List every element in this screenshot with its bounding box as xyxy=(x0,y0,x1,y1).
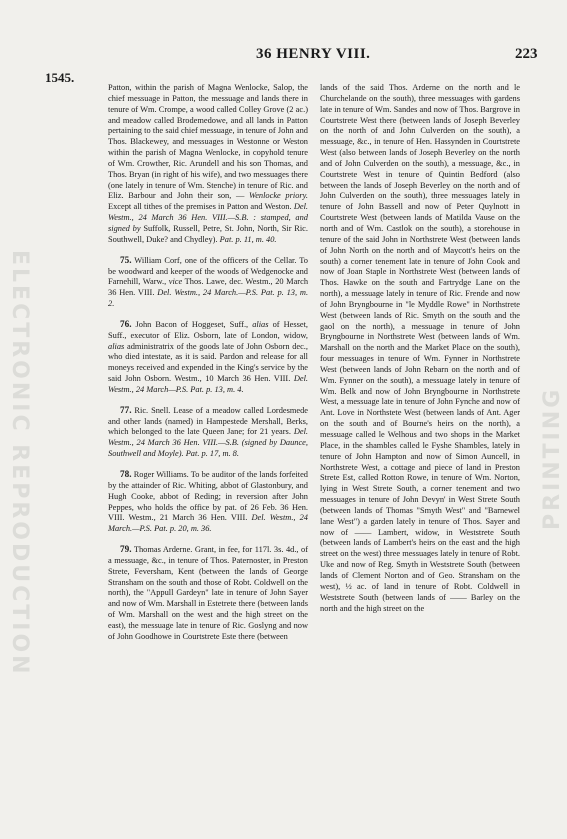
entry-text: Thomas Arderne. Grant, in fee, for 117l. 3s. 4d., of a messuage, &c., in tenure of Thos. Paternoster, in Preston Strete, Feversham, Kent (between the lands of George Stransham on the south and those of Robt. Coldwell on the north), the "Appull Gardeyn" late in tenure of John Sayer and now of Wm. Marshall in Estetrete there (between lands of Wm. Marshall on the west and the high street on the east), the messuage late in tenure of Ric. Goslyng and now of John Goodhowe in Courtstrete Este there (between xyxy=(108,545,308,641)
entry-text: of Hesset, Suff., executor of Eliz. Osborn, late of London, widow, xyxy=(108,319,309,340)
entry-continuation xyxy=(108,83,308,246)
entry-text: Patton, within the parish of Magna Wenlocke, Salop, the chief messuage in Patton, the messuage and lands there in tenure of Wm. Crompe, a wood called Colley Grove (2 ac.) and meadow called Brodemedowe, and all lands in Patton pertaining to the said chief messuage, in tenure of John and Thos. Blackewey, and messuages in Westonne or Weston within the parish of Magna Wenlocke, in copyhold tenure of Wm. Crowther, Ric. Arundell and his son Thomas, and Thos. Bryan (in right of his wife), and two messuages there (one lately in tenure of Wm. Stenche) in tenure of Ric. and Eliz. Barbour and John their son, — xyxy=(108,83,308,201)
left-column xyxy=(108,83,308,643)
entry-reference: Pat. p. 13, m. 2. xyxy=(108,288,309,309)
page-number: 223 xyxy=(515,46,538,62)
entry-number: 75. xyxy=(120,254,132,265)
entry-italic: Wenlocke priory. xyxy=(248,191,308,201)
entry-79-continuation: lands of the said Thos. Arderne on the north and le Churchelande on the south), three messuages with gardens late in tenure of Wm. Sandes and now of Thos. Bargrove in Courtstrete West there (between lands of Joseph Beverley on the north of and John Culverden on the south), a messuage, &c., in tenure of Hen. Hassynden in Courtstrete West (also between lands of Joseph Beverley on the north and of John Culverden on the south), a messuage, &c., in Courtstrete West in tenure of Quintin Bedford (also between the lands of Joseph Beverley on the north and of John Culverden on the south), three messuages lately in tenure of John Bassell and now of Peter Quylnott in Courtstrete West (between lands of Matilda Vause on the north and of Wm. Castlok on the south), a storehouse in tenure of the said John in Northstrete West (between lands of John North on the north and of Maycott's heirs on the south) a corner tenement late in tenure of John Cook and now of Joan Staple in Northstrete West (between lands of Thos. Hawke on the south and Fartrydge Lane on the north), a messuage lately in tenure of Ric. Frende and now of John Bryngbourne in "le Myddle Rowe" in Northstrete West (between lands of Ric. Smyth on the south and the gaol on the north), a messuage in tenure of John Bryngbourne in Northstrete West (between lands of Wm. Marshall on the north and the Market Place on the south), four messuages in tenure of Wm. Fynner in Northstrete West (between lands of John Rebarn on the north and of Wm. Fynner on the south), a messuage lately in tenure of Wm. Belk and now of John Bryngbourne in Northstrete West, a messuage late in tenure of John Fynche and now of Ant. Love in Northstete West (between lands of Ant. Ager on the south and of Bourne's heirs on the north), a messuage called le Welhous and two shops in the Market Place, in the shambles called le Fyshe Shambles, lately in tenure of John Hampton and now of Simon Auncell, in Northstrete West, a cottage and piece of land in Preston Strete Est, called Rotton Rowe, in tenure of Wm. Norton, lying in West Strete South, a corner tenement and two messuages in tenure of John Devyn' in West Strete South (between lands of Thomas "Smyth West" and "Barnewel lane West") a garden lately in tenure of Thos. Sayer and now of —— Lambert, widow, in Weststrete South (between lands of Lambert's heirs on the east and the high street on the west) three messuages lately in tenure of Robt. Uke and now of Reg. Smyth in Weststrete South (between lands of Clement Norton and of Geo. Stransham on the west), ½ ac. of land in tenure of Robt. Coldwell in Weststrete South (between lands of —— Barley on the north and the high street on the xyxy=(320,83,520,613)
entry-delivery: Del. Westm., 24 March.—P.S. xyxy=(157,288,259,298)
entry-number: 78. xyxy=(120,469,132,479)
entry-text: administratrix of the goods late of John Osborn dec., who died intestate, as it is said. Pardon and release for all moneys received and expended in the King's service by the said John Osborn. Westm., 10 March 36 Hen. VIII. xyxy=(108,341,308,384)
running-header xyxy=(0,46,567,66)
entry-delivery: Del. Westm., 24 March—P.S. xyxy=(108,374,308,394)
entry-76 xyxy=(108,319,308,396)
entry-reference: Pat. p. 11, m. 40. xyxy=(219,234,277,244)
entry-italic: alias xyxy=(108,341,125,351)
right-column xyxy=(320,83,520,614)
entry-italic: vice xyxy=(168,277,183,287)
entry-text: William Corf, one of the officers of the Cellar. To be woodward and keeper of the woods of Wedgenocke and Farnehill, Warw., xyxy=(108,255,308,287)
entry-delivery: Del. Westm., 24 March 36 Hen. VIII.—S.B. (signed by Daunce, Southwell and Moyle). xyxy=(108,427,308,459)
entry-text: Suffolk, Russell, Petre, St. John, North, Sir Ric. Southwell, Duke? and Chydley). xyxy=(108,223,308,244)
watermark-left: ELECTRONIC REPRODUCTION xyxy=(7,250,32,677)
entry-number: 79. xyxy=(120,544,132,555)
watermark-right: PRINTING xyxy=(540,386,565,530)
entry-delivery: Del. Westm., 24 March 36 Hen. VIII.—S.B. : xyxy=(108,202,308,223)
entry-text: Roger Williams. To be auditor of the lands forfeited by the attainder of Ric. Whiting, abbot of Glastonbury, and Hugh Cooke, abbot of Reding; in reversion after John Peppes, who holds the office by pat. of 26 Feb. 36 Hen. VIII. Westm., 21 March 36 Hen. VIII. xyxy=(108,470,308,523)
entry-79 xyxy=(108,544,308,643)
running-title: 36 HENRY VIII. xyxy=(256,46,371,62)
margin-year: 1545. xyxy=(45,70,75,85)
entry-77 xyxy=(108,405,308,460)
entry-delivery: Del. Westm., 24 March.—P.S. xyxy=(108,513,308,534)
entry-number: 76. xyxy=(120,318,132,329)
entry-reference: Pat. p. 13, m. 4. xyxy=(190,384,244,394)
entry-78 xyxy=(108,469,308,535)
entry-text: Ric. Snell. Lease of a meadow called Lordesmede and other lands (named) in Hampestede Mershall, Berks, which belonged to the late Queen Jane; for 21 years. xyxy=(108,405,308,437)
entry-text: Thos. Lawe, dec. Westm., 20 March 36 Hen. VIII. xyxy=(108,277,309,298)
entry-reference: Pat. p. 17, m. 8. xyxy=(185,449,239,459)
entry-reference: Pat. p. 20, m. 36. xyxy=(154,524,212,534)
entry-italic: alias xyxy=(252,319,269,329)
entry-text: John Bacon of Hoggeset, Suff., xyxy=(135,319,249,329)
entry-75 xyxy=(108,255,308,310)
entry-italic: stamped, and signed by xyxy=(108,213,308,233)
entry-number: 77. xyxy=(120,404,132,415)
entry-text: Except all tithes of the premises in Patton and Weston. xyxy=(108,202,292,212)
